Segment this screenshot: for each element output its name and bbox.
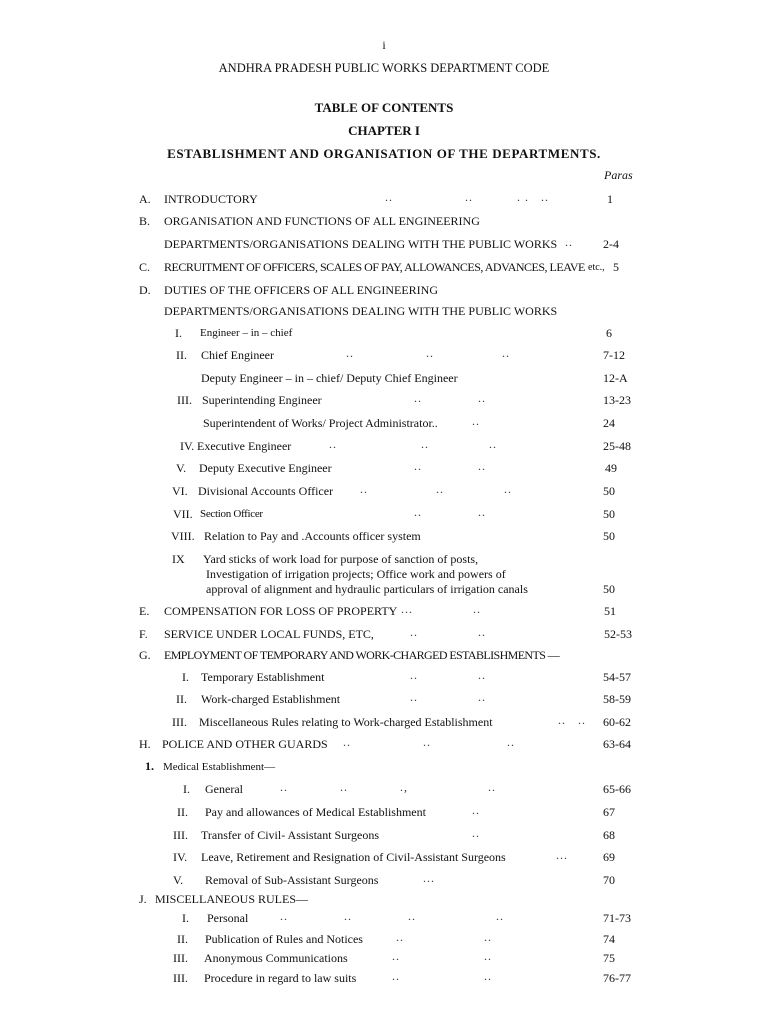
leader-dots: .. [472,803,480,817]
subentry-title: Superintendent of Works/ Project Administrator.. [203,416,438,430]
subentry-title: Anonymous Communications [204,951,348,965]
entry-title: MISCELLANEOUS RULES— [155,892,309,906]
subentry-title: Superintending Engineer [202,393,322,407]
entry-title: SERVICE UNDER LOCAL FUNDS, ETC, [164,627,374,641]
toc-title: TABLE OF CONTENTS [314,100,454,115]
subentry-number: III. [173,828,188,842]
paras-column-heading: Paras [604,168,633,182]
code-title: ANDHRA PRADESH PUBLIC WORKS DEPARTMENT CODE [218,61,550,75]
entry-marker: C. [139,260,151,274]
leader-dots: ... [556,848,568,862]
leader-dots: .. .. [414,459,486,473]
subentry-number: III. [173,971,188,985]
leader-dots: .. .. [558,713,586,727]
entry-title: EMPLOYMENT OF TEMPORARY AND WORK-CHARGED ESTABLISHMENTS — [164,648,560,662]
subentry-paras: 12-A [603,371,628,385]
leader-dots: .. .. [410,625,486,639]
entry-marker: D. [139,283,151,297]
subentry-number: II. [176,692,187,706]
chapter-title: ESTABLISHMENT AND ORGANISATION OF THE DEPARTMENTS. [167,146,601,161]
subentry-title: Section Officer [200,508,263,520]
subentry-number: I. [175,326,182,340]
subentry-paras: 50 [603,529,615,543]
entry-marker: B. [139,214,151,228]
subentry-number: II. [177,805,188,819]
subentry-title: Personal [207,911,249,925]
entry-marker: E. [139,604,150,618]
leader-dots: .. [472,414,480,428]
subentry-title: Yard sticks of work load for purpose of sanction of posts, [203,552,479,566]
subentry-paras: 76-77 [603,971,631,985]
leader-dots: .. .. .. .. [280,909,504,923]
subentry-title: Deputy Executive Engineer [199,461,332,475]
subentry-number: IV. [173,850,188,864]
entry-marker: H. [139,737,151,751]
subentry-paras: 68 [603,828,615,842]
subentry-paras: 49 [605,461,617,475]
entry-title: COMPENSATION FOR LOSS OF PROPERTY [164,604,398,618]
subentry-paras: 70 [603,873,615,887]
entry-title: DUTIES OF THE OFFICERS OF ALL ENGINEERING [164,283,439,297]
subentry-number: III. [173,951,188,965]
leader-dots: .. .. [392,969,492,983]
subentry-title: Miscellaneous Rules relating to Work-charged Establishment [199,715,493,729]
subentry-title: Relation to Pay and .Accounts officer system [204,529,421,543]
subentry-number: III. [177,393,192,407]
subentry-paras: 75 [603,951,615,965]
subentry-paras: 60-62 [603,715,631,729]
leader-dots: .. .. [396,930,492,944]
entry-title-cont: DEPARTMENTS/ORGANISATIONS DEALING WITH THE PUBLIC WORKS [164,304,558,318]
subentry-number: III. [172,715,187,729]
subentry-paras: 50 [603,484,615,498]
subentry-paras: 7-12 [603,348,625,362]
leader-dots: .. .. .. [343,735,515,749]
entry-title: Medical Establishment— [163,761,276,773]
entry-title: ORGANISATION AND FUNCTIONS OF ALL ENGINEERING [164,214,480,228]
leader-dots: .. .. .. [329,437,497,451]
subentry-number: V. [173,873,184,887]
entry-paras: 52-53 [604,627,632,641]
chapter-heading: CHAPTER I [348,123,420,138]
subentry-number: IX [172,552,185,566]
subentry-paras: 13-23 [603,393,631,407]
leader-dots: .. [472,826,480,840]
entry-marker: 1. [145,759,154,773]
subentry-title: Divisional Accounts Officer [198,484,334,498]
subentry-title: Removal of Sub-Assistant Surgeons [205,873,379,887]
leader-dots: .. [565,235,573,249]
subentry-paras: 24 [603,416,615,430]
subentry-paras: 50 [603,507,615,521]
leader-dots: .. .. [410,690,486,704]
subentry-paras: 54-57 [603,670,631,684]
subentry-title: Engineer – in – chief [200,327,293,339]
entry-marker: A. [139,192,151,206]
entry-marker: G. [139,648,151,662]
subentry-paras: 65-66 [603,782,631,796]
subentry-title-cont: approval of alignment and hydraulic particulars of irrigation canals [206,582,528,596]
subentry-number: V. [176,461,187,475]
entry-suffix: etc., [588,262,605,273]
leader-dots: .. .. [392,949,492,963]
entry-paras: 1 [607,192,613,206]
subentry-paras: 50 [603,582,615,596]
subentry-title: Deputy Engineer – in – chief/ Deputy Chief Engineer [201,371,458,385]
entry-title: RECRUITMENT OF OFFICERS, SCALES OF PAY, ALLOWANCES, ADVANCES, LEAVE [164,260,585,274]
leader-dots: ... .. [401,602,481,616]
leader-dots: .. .. [410,668,486,682]
entry-title-cont: DEPARTMENTS/ORGANISATIONS DEALING WITH THE PUBLIC WORKS [164,237,558,251]
leader-dots: .. .. [414,505,486,519]
subentry-paras: 67 [603,805,615,819]
entry-marker: F. [139,627,148,641]
leader-dots: .. .. ., .. [280,780,496,794]
entry-paras: 63-64 [603,737,631,751]
subentry-paras: 58-59 [603,692,631,706]
subentry-title: Publication of Rules and Notices [205,932,363,946]
entry-paras: 51 [604,604,616,618]
leader-dots: .. .. .. [346,346,510,360]
subentry-number: VII. [173,507,193,521]
entry-title: POLICE AND OTHER GUARDS [162,737,328,751]
entry-paras: 2-4 [603,237,619,251]
subentry-number: II. [176,348,187,362]
subentry-title: Transfer of Civil- Assistant Surgeons [201,828,380,842]
subentry-paras: 25-48 [603,439,631,453]
subentry-paras: 69 [603,850,615,864]
entry-title: INTRODUCTORY [164,192,258,206]
subentry-title: Procedure in regard to law suits [204,971,357,985]
leader-dots: .. .. .. [360,482,512,496]
subentry-number: II. [177,932,188,946]
subentry-number: VIII. [171,529,195,543]
subentry-number: I. [182,670,189,684]
subentry-paras: 74 [603,932,615,946]
subentry-title: Work-charged Establishment [201,692,341,706]
entry-marker: J. [139,892,147,906]
subentry-number: I. [183,782,190,796]
subentry-title: Pay and allowances of Medical Establishment [205,805,426,819]
subentry-number: I. [182,911,189,925]
subentry-title: Chief Engineer [201,348,274,362]
entry-paras: 5 [613,260,619,274]
subentry-paras: 71-73 [603,911,631,925]
subentry-title: Executive Engineer [197,439,292,453]
subentry-title: Temporary Establishment [201,670,325,684]
subentry-title-cont: Investigation of irrigation projects; Office work and powers of [206,567,506,581]
subentry-paras: 6 [606,326,612,340]
leader-dots: .. .. . . .. [385,190,549,204]
page-number: i [382,38,386,52]
subentry-number: IV. [180,439,195,453]
subentry-title: Leave, Retirement and Resignation of Civil-Assistant Surgeons [201,850,506,864]
subentry-number: VI. [172,484,188,498]
leader-dots: .. .. [414,391,486,405]
leader-dots: ... [423,871,435,885]
subentry-title: General [205,782,243,796]
